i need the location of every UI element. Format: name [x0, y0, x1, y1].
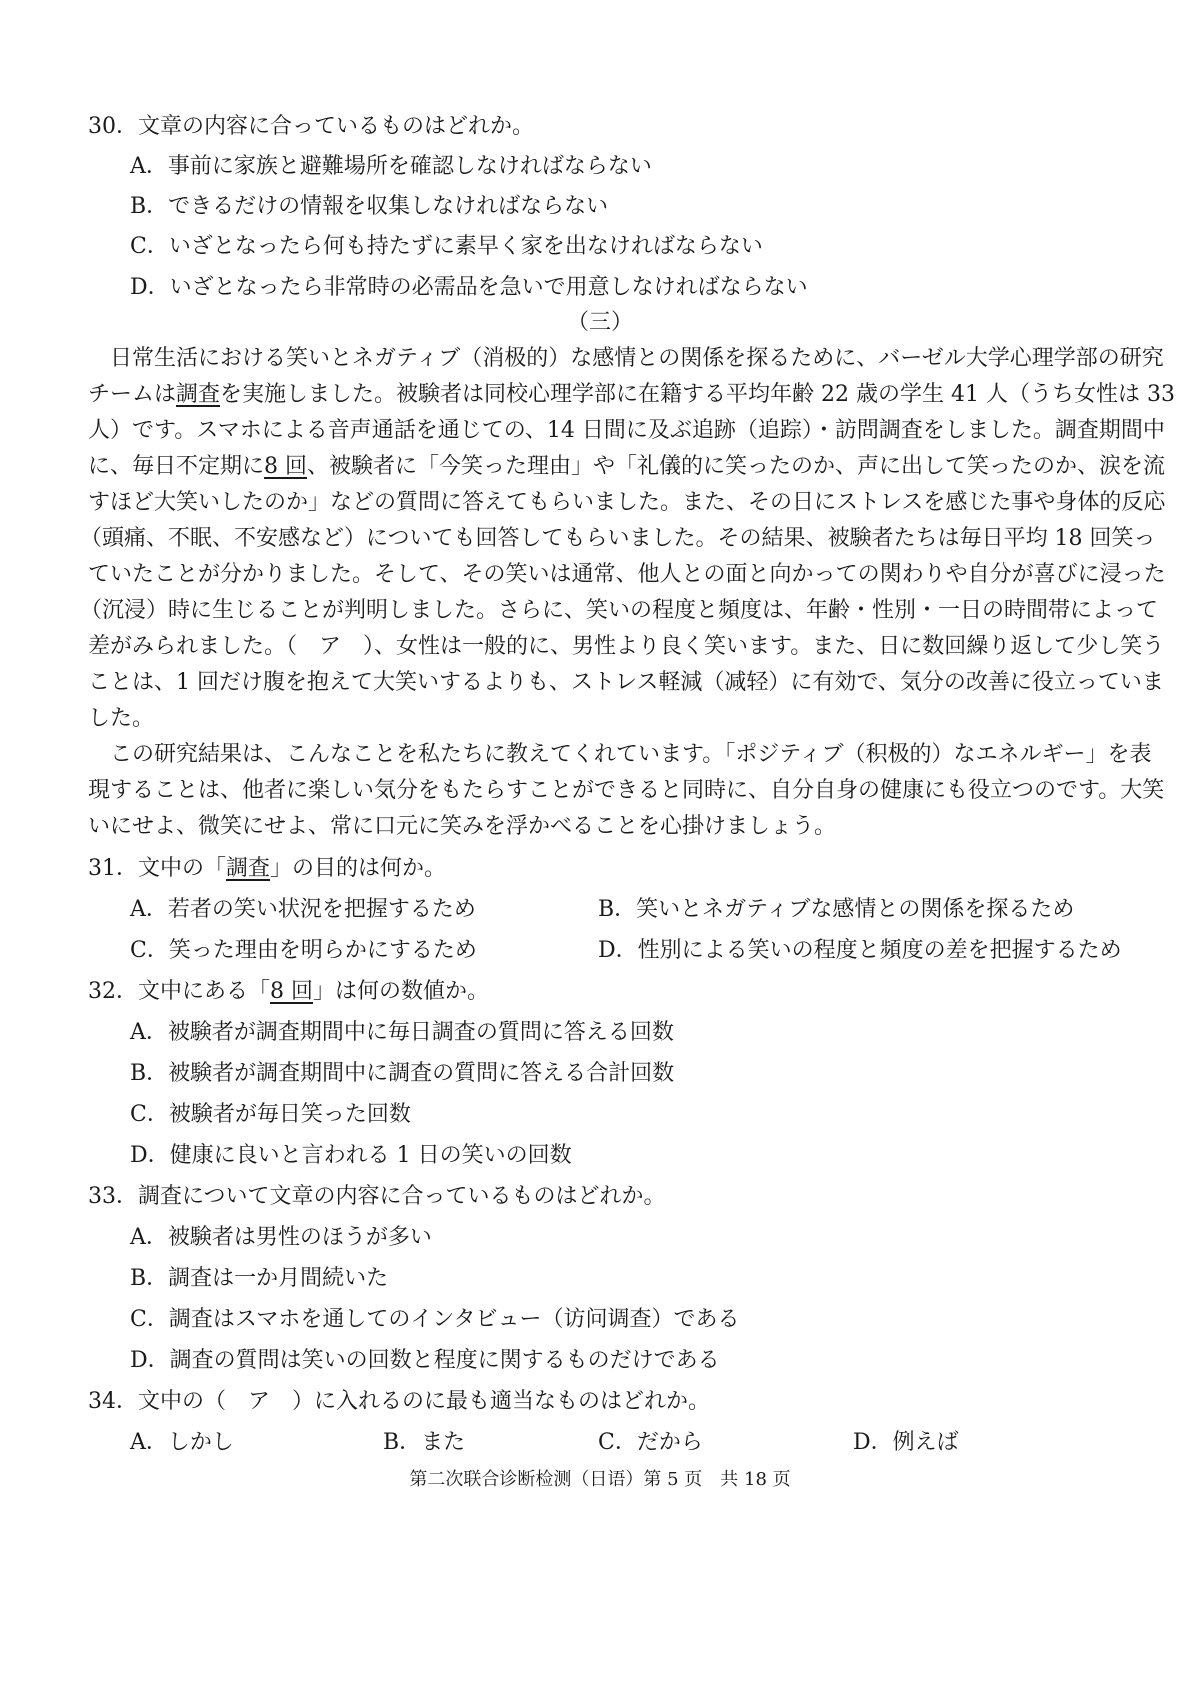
q32-option-b: B．被験者が調査期間中に調査の質問に答える合計回数	[130, 1061, 675, 1086]
passage-line: この研究結果は、こんなことを私たちに教えてくれています。「ポジティブ（积极的）なエネルギー」を表	[110, 742, 1152, 767]
underlined-eight-times: 8 回	[264, 454, 308, 479]
q30-option-d: D．いざとなったら非常時の必需品を急いで用意しなければならない	[130, 275, 808, 300]
q33-option-a: A．被験者は男性のほうが多い	[130, 1225, 432, 1250]
section-title: （三）	[566, 310, 633, 335]
q34-option-a: A．しかし	[130, 1430, 234, 1455]
q33-option-b: B．調査は一か月間続いた	[130, 1266, 389, 1291]
q31-stem: 31．文中の「調査」の目的は何か。	[88, 856, 447, 881]
q34-option-b: B．また	[383, 1430, 466, 1455]
page-footer: 第二次联合诊断检测（日语）第 5 页 共 18 页	[409, 1469, 791, 1490]
q31-option-d: D．性別による笑いの程度と頻度の差を把握するため	[598, 938, 1122, 963]
passage-line: した。	[88, 706, 155, 731]
q33-stem: 33．調査について文章の内容に合っているものはどれか。	[88, 1184, 666, 1209]
passage-line: に、毎日不定期に8 回、被験者に「今笑った理由」や「礼儀的に笑ったのか、声に出して笑ったのか、涙を流	[88, 454, 1166, 479]
passage-line: すほど大笑いしたのか」などの質問に答えてもらいました。また、その日にストレスを感じた事や身体的反応	[88, 490, 1166, 515]
passage-line: 人）です。スマホによる音声通話を通じての、14 日間に及ぶ追跡（追踪）・訪問調査をしました。調査期間中	[88, 418, 1165, 443]
passage-line: チームは調査を実施しました。被験者は同校心理学部に在籍する平均年齢 22 歳の学生 41 人（うち女性は 33	[88, 382, 1175, 407]
q32-option-c: C．被験者が毎日笑った回数	[130, 1102, 411, 1127]
q32-option-a: A．被験者が調査期間中に毎日調査の質問に答える回数	[130, 1020, 674, 1045]
passage-line: （頭痛、不眠、不安感など）についても回答してもらいました。その結果、被験者たちは毎日平均 18 回笑っ	[80, 526, 1156, 551]
q31-option-b: B．笑いとネガティブな感情との関係を探るため	[598, 897, 1075, 922]
passage-line: 日常生活における笑いとネガティブ（消极的）な感情との関係を探るために、バーゼル大学心理学部の研究	[110, 346, 1164, 371]
q34-option-c: C．だから	[598, 1430, 703, 1455]
q33-option-d: D．調査の質問は笑いの回数と程度に関するものだけである	[130, 1348, 720, 1373]
passage-line: ことは、1 回だけ腹を抱えて大笑いするよりも、ストレス軽減（减轻）に有効で、気分の改善に役立っていま	[88, 670, 1164, 695]
passage-line: （沉浸）時に生じることが判明しました。さらに、笑いの程度と頻度は、年齢・性別・一日の時間帯によって	[80, 598, 1159, 623]
passage-line: 現することは、他者に楽しい気分をもたらすことができると同時に、自分自身の健康にも役立つのです。大笑	[88, 778, 1165, 803]
q30-stem: 30．文章の内容に合っているものはどれか。	[88, 114, 534, 139]
q31-option-a: A．若者の笑い状況を把握するため	[130, 897, 476, 922]
underlined-survey: 調査	[176, 382, 221, 407]
q31-option-c: C．笑った理由を明らかにするため	[130, 938, 477, 963]
passage-line: いにせよ、微笑にせよ、常に口元に笑みを浮かべることを心掛けましょう。	[88, 814, 837, 839]
q30-option-c: C．いざとなったら何も持たずに素早く家を出なければならない	[130, 234, 763, 259]
passage-line: ていたことが分かりました。そして、その笑いは通常、他人との面と向かっての関わりや自分が喜びに浸った	[88, 562, 1166, 587]
q30-option-b: B．できるだけの情報を収集しなければならない	[130, 194, 609, 219]
q33-option-c: C．調査はスマホを通してのインタビュー（访问调查）である	[130, 1307, 740, 1332]
q32-stem: 32．文中にある「8 回」は何の数値か。	[88, 979, 490, 1004]
q30-option-a: A．事前に家族と避難場所を確認しなければならない	[130, 154, 652, 179]
q34-option-d: D．例えば	[853, 1430, 959, 1455]
q32-option-d: D．健康に良いと言われる 1 日の笑いの回数	[130, 1143, 572, 1168]
q34-stem: 34．文中の（ ア ）に入れるのに最も適当なものはどれか。	[88, 1389, 710, 1414]
passage-line: 差がみられました。（ ア ）、女性は一般的に、男性より良く笑います。また、日に数回繰り返して少し笑う	[88, 634, 1165, 659]
